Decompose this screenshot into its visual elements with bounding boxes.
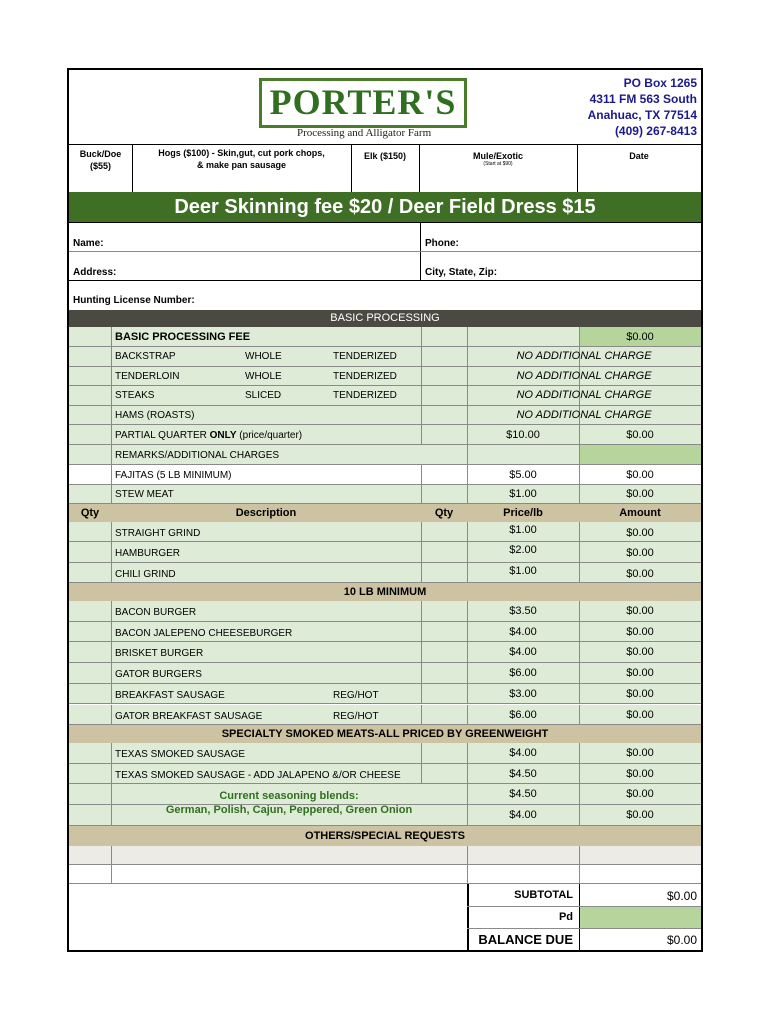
hogs-label-line2: & make pan sausage [196,160,287,170]
cut-option-1: WHOLE [245,370,282,382]
cut-option-2: TENDERIZED [333,351,397,362]
address-street: 4311 FM 563 South [589,92,697,106]
grind-row [69,522,701,542]
others-header: OTHERS/SPECIAL REQUESTS [69,826,701,846]
phone-field[interactable]: Phone: [425,238,459,249]
paid-amount-field[interactable] [580,907,701,928]
buck-doe-label: Buck/Doe [79,149,122,159]
porters-logo [259,78,467,128]
grind-amount: $0.00 [626,527,654,539]
item-price: $4.00 [509,646,537,659]
address-city: Anahuac, TX 77514 [587,108,697,122]
smoked-price: $4.50 [509,788,537,801]
cut-name: HAMS (ROASTS) [115,409,195,421]
partial-quarter-row [69,425,701,445]
item-amount: $0.00 [626,667,654,680]
smoked-row [69,764,701,785]
basic-cut-row [69,367,701,387]
skinning-fee-banner: Deer Skinning fee $20 / Deer Field Dress $15 [69,192,701,222]
smoked-amount: $0.00 [626,809,654,822]
item-price: $3.50 [509,605,537,617]
paid-label: Pd [558,911,573,923]
grind-price: $2.00 [509,544,537,557]
item-amount: $0.00 [626,646,654,659]
basic-fee-label: BASIC PROCESSING FEE [115,331,251,343]
smoked-amount: $0.00 [626,747,654,759]
smoked-price: $4.50 [509,767,537,780]
item-name: BRISKET BURGER [115,648,204,660]
item-name: BREAKFAST SAUSAGE [115,689,225,701]
item-price: $6.00 [509,708,537,721]
special-request-row[interactable] [69,846,701,865]
smoked-amount: $0.00 [626,767,654,780]
ten-lb-row [69,622,701,643]
remarks-label: REMARKS/ADDITIONAL CHARGES [115,450,280,461]
grind-name: HAMBURGER [115,548,181,560]
hogs-label: Hogs ($100) - Skin,gut, cut pork chops, [158,148,325,158]
header-amount: Amount [619,507,661,519]
basic-cut-row [69,386,701,406]
cut-name: STEAKS [115,390,155,401]
ten-lb-row [69,663,701,684]
smoked-price: $4.00 [509,809,537,822]
hunting-license-field[interactable]: Hunting License Number: [73,295,195,306]
basic-fee-row [69,327,701,347]
partial-quarter-price: $10.00 [506,429,540,441]
item-name: GATOR BREAKFAST SAUSAGE [115,710,263,722]
fajitas-row [69,465,701,485]
item-option: REG/HOT [333,689,379,701]
elk-label: Elk ($150) [363,151,407,161]
header-qty-2: Qty [434,507,454,519]
basic-cut-row [69,406,701,426]
item-name: BACON BURGER [115,607,197,618]
item-price: $6.00 [509,667,537,680]
date-label: Date [629,151,649,161]
ten-lb-minimum-header: 10 LB MINIMUM [69,583,701,601]
subtotal-amount: $0.00 [666,889,697,903]
item-amount: $0.00 [626,625,654,638]
basic-cut-row [69,347,701,367]
cut-option-2: TENDERIZED [333,390,397,401]
partial-quarter-amount: $0.00 [626,429,654,441]
processing-order-form [67,68,703,952]
ten-lb-row [69,684,701,705]
grind-name: CHILI GRIND [115,568,176,580]
stew-meat-amount: $0.00 [626,488,654,500]
ten-lb-row [69,601,701,622]
basic-fee-amount: $0.00 [626,331,654,343]
header-description: Description [235,507,297,519]
ten-lb-row [69,705,701,726]
grind-price: $1.00 [509,524,537,536]
ten-lb-row [69,642,701,663]
cut-price-note: NO ADDITIONAL CHARGE [516,408,652,421]
item-amount: $0.00 [626,687,654,700]
smoked-amount: $0.00 [626,788,654,801]
stew-meat-price: $1.00 [509,488,537,500]
basic-processing-header: BASIC PROCESSING [69,310,701,327]
item-option: REG/HOT [333,710,379,722]
grind-price: $1.00 [509,564,537,577]
grind-amount: $0.00 [626,567,654,580]
buck-doe-price: ($55) [89,161,111,171]
smoked-name: TEXAS SMOKED SAUSAGE - ADD JALAPENO &/OR CHEESE [115,769,401,781]
remarks-row [69,445,701,465]
item-price: $4.00 [509,625,537,638]
seasoning-blends-title: Current seasoning blends: [219,790,359,802]
mule-exotic-label: Mule/Exotic [472,151,523,161]
fajitas-amount: $0.00 [626,469,654,481]
cut-price-note: NO ADDITIONAL CHARGE [516,350,652,362]
smoked-meats-header: SPECIALTY SMOKED MEATS-ALL PRICED BY GREENWEIGHT [69,725,701,743]
smoked-price: $4.00 [509,747,537,759]
fajitas-label: FAJITAS (5 LB MINIMUM) [115,470,232,481]
item-name: GATOR BURGERS [115,669,202,681]
cut-price-note: NO ADDITIONAL CHARGE [516,369,652,382]
grind-amount: $0.00 [626,547,654,560]
item-amount: $0.00 [626,708,654,721]
logo-wordmark: PORTER'S [269,82,457,122]
cut-name: BACKSTRAP [115,351,176,362]
cut-price-note: NO ADDITIONAL CHARGE [516,389,652,401]
mule-exotic-note: (Start at $90) [483,161,513,167]
grind-row [69,563,701,583]
balance-due-label: BALANCE DUE [478,932,573,947]
stew-meat-row [69,485,701,504]
header-qty: Qty [80,507,100,519]
cut-option-1: WHOLE [245,351,282,362]
address-phone: (409) 267-8413 [614,124,697,138]
name-field[interactable]: Name: [73,238,104,249]
city-state-zip-field[interactable]: City, State, Zip: [425,267,498,278]
column-header-row [69,504,701,522]
stew-meat-label: STEW MEAT [115,489,174,500]
fajitas-price: $5.00 [509,469,537,481]
item-amount: $0.00 [626,605,654,617]
grind-name: STRAIGHT GRIND [115,528,201,539]
cut-option-2: TENDERIZED [333,370,397,382]
header-price: Price/lb [503,507,543,519]
cut-name: TENDERLOIN [115,370,180,382]
seasoning-blends-list: German, Polish, Cajun, Peppered, Green Onion [165,804,413,816]
grind-row [69,542,701,562]
address-po-box: PO Box 1265 [623,76,697,90]
balance-due-amount: $0.00 [666,933,697,947]
item-price: $3.00 [509,687,537,700]
address-field[interactable]: Address: [73,267,117,278]
logo-tagline: Processing and Alligator Farm [297,127,432,139]
item-name: BACON JALEPENO CHEESEBURGER [115,627,293,639]
special-request-row[interactable] [69,865,701,884]
subtotal-label: SUBTOTAL [514,889,573,901]
smoked-name: TEXAS SMOKED SAUSAGE [115,749,246,760]
cut-option-1: SLICED [245,390,282,401]
partial-quarter-label: PARTIAL QUARTER ONLY (price/quarter) [115,430,303,441]
smoked-row [69,743,701,764]
